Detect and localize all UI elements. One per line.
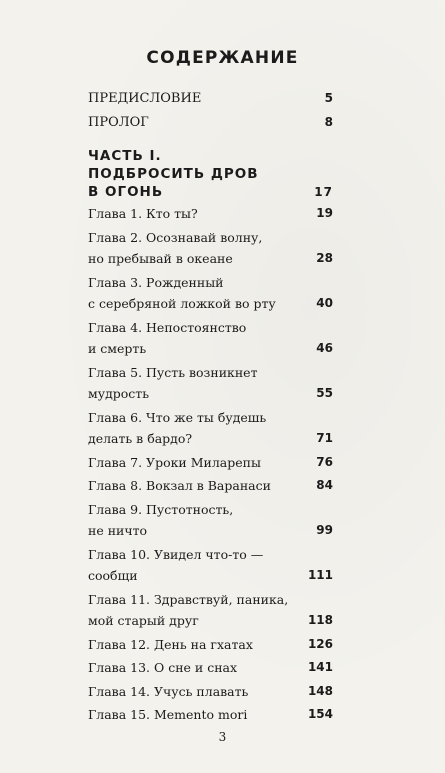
chapter-entry-line: не ничто xyxy=(88,523,148,538)
chapter-entry-line: мой старый друг xyxy=(88,613,199,628)
page-number: 3 xyxy=(218,730,227,744)
chapter-entry-page-number: 46 xyxy=(316,341,333,355)
table-of-contents xyxy=(88,88,333,728)
chapter-entry-line: сообщи xyxy=(88,568,138,583)
chapter-entry xyxy=(88,317,333,360)
chapter-entry-page-number: 111 xyxy=(307,568,333,582)
part-label xyxy=(88,147,333,201)
chapter-entry-label xyxy=(88,203,333,225)
chapter-entry xyxy=(88,203,333,225)
chapter-entry-page-number: 154 xyxy=(307,707,333,721)
part-page-number: 17 xyxy=(314,185,333,199)
chapter-entry-page-number: 99 xyxy=(316,523,333,537)
chapter-entry xyxy=(88,589,333,632)
chapter-entry-line: и смерть xyxy=(88,341,147,356)
chapter-entry-line: Глава 4. Непостоянство xyxy=(88,319,247,335)
intro-entry xyxy=(88,112,333,134)
chapter-entry-page-number: 28 xyxy=(316,251,333,265)
chapter-entry-label xyxy=(88,227,333,270)
chapter-entry xyxy=(88,407,333,450)
chapter-entry xyxy=(88,452,333,474)
part-line: В ОГОНЬ xyxy=(88,184,164,200)
chapter-entry-line: Глава 13. О сне и снах xyxy=(88,660,238,675)
chapter-entry-label xyxy=(88,317,333,360)
chapter-entry xyxy=(88,634,333,656)
chapter-entry xyxy=(88,475,333,497)
chapter-entry-label xyxy=(88,704,333,726)
chapter-entry xyxy=(88,499,333,542)
chapter-entry-line: Глава 14. Учусь плавать xyxy=(88,683,249,699)
chapter-entry-line: Глава 7. Уроки Миларепы xyxy=(88,454,261,470)
chapter-entry-line: Глава 2. Осознавай волну, xyxy=(88,229,263,245)
chapter-list xyxy=(88,203,333,726)
chapter-entry-page-number: 40 xyxy=(316,296,333,310)
chapter-entry xyxy=(88,272,333,315)
chapter-entry-label xyxy=(88,272,333,315)
chapter-entry-line: Глава 12. День на гхатах xyxy=(88,636,253,652)
intro-entry-label: ПРОЛОГ xyxy=(88,114,149,130)
intro-list xyxy=(88,88,333,133)
chapter-entry xyxy=(88,362,333,405)
chapter-entry-page-number: 55 xyxy=(316,386,333,400)
chapter-entry-page-number: 19 xyxy=(316,206,333,220)
part-line: ПОДБРОСИТЬ ДРОВ xyxy=(88,166,259,182)
chapter-entry-label xyxy=(88,499,333,542)
intro-entry xyxy=(88,88,333,110)
part-line: ЧАСТЬ I. xyxy=(88,148,162,164)
chapter-entry-line: мудрость xyxy=(88,386,150,401)
chapter-entry-line: Глава 9. Пустотность, xyxy=(88,501,234,517)
chapter-entry-line: с серебряной ложкой во рту xyxy=(88,296,276,311)
chapter-entry-label xyxy=(88,681,333,703)
chapter-entry-page-number: 118 xyxy=(307,613,333,627)
chapter-entry-label xyxy=(88,544,333,587)
chapter-entry-line: Глава 6. Что же ты будешь xyxy=(88,409,267,425)
chapter-entry-line: Глава 10. Увидел что-то — xyxy=(88,546,264,562)
chapter-entry-line: Глава 15. Memento mori xyxy=(88,707,248,722)
chapter-entry-label xyxy=(88,407,333,450)
chapter-entry xyxy=(88,544,333,587)
chapter-entry-label xyxy=(88,657,333,679)
chapter-entry-label xyxy=(88,452,333,474)
chapter-entry-line: Глава 3. Рожденный xyxy=(88,274,224,290)
chapter-entry-page-number: 84 xyxy=(316,478,333,492)
toc-title: СОДЕРЖАНИЕ xyxy=(146,48,299,68)
chapter-entry-line: Глава 11. Здравствуй, паника, xyxy=(88,591,289,607)
chapter-entry-page-number: 148 xyxy=(307,683,333,698)
chapter-entry-label xyxy=(88,475,333,497)
chapter-entry-line: Глава 8. Вокзал в Варанаси xyxy=(88,478,271,493)
chapter-entry-page-number: 126 xyxy=(307,636,333,651)
chapter-entry-line: но пребывай в океане xyxy=(88,251,233,266)
chapter-entry-page-number: 141 xyxy=(307,660,333,674)
chapter-entry-label xyxy=(88,589,333,632)
intro-entry-label: ПРЕДИСЛОВИЕ xyxy=(88,91,202,106)
intro-entry-page-number: 5 xyxy=(324,91,333,105)
chapter-entry xyxy=(88,681,333,703)
intro-entry-page-number: 8 xyxy=(324,114,333,129)
part-entry xyxy=(88,147,333,201)
chapter-entry-page-number: 71 xyxy=(316,431,333,445)
chapter-entry-label xyxy=(88,362,333,405)
chapter-entry-page-number: 76 xyxy=(316,454,333,469)
chapter-entry xyxy=(88,657,333,679)
chapter-entry xyxy=(88,227,333,270)
chapter-entry-label xyxy=(88,634,333,656)
chapter-entry-line: Глава 5. Пусть возникнет xyxy=(88,364,258,380)
chapter-entry-line: делать в бардо? xyxy=(88,431,193,446)
chapter-entry xyxy=(88,704,333,726)
chapter-entry-line: Глава 1. Кто ты? xyxy=(88,206,198,221)
